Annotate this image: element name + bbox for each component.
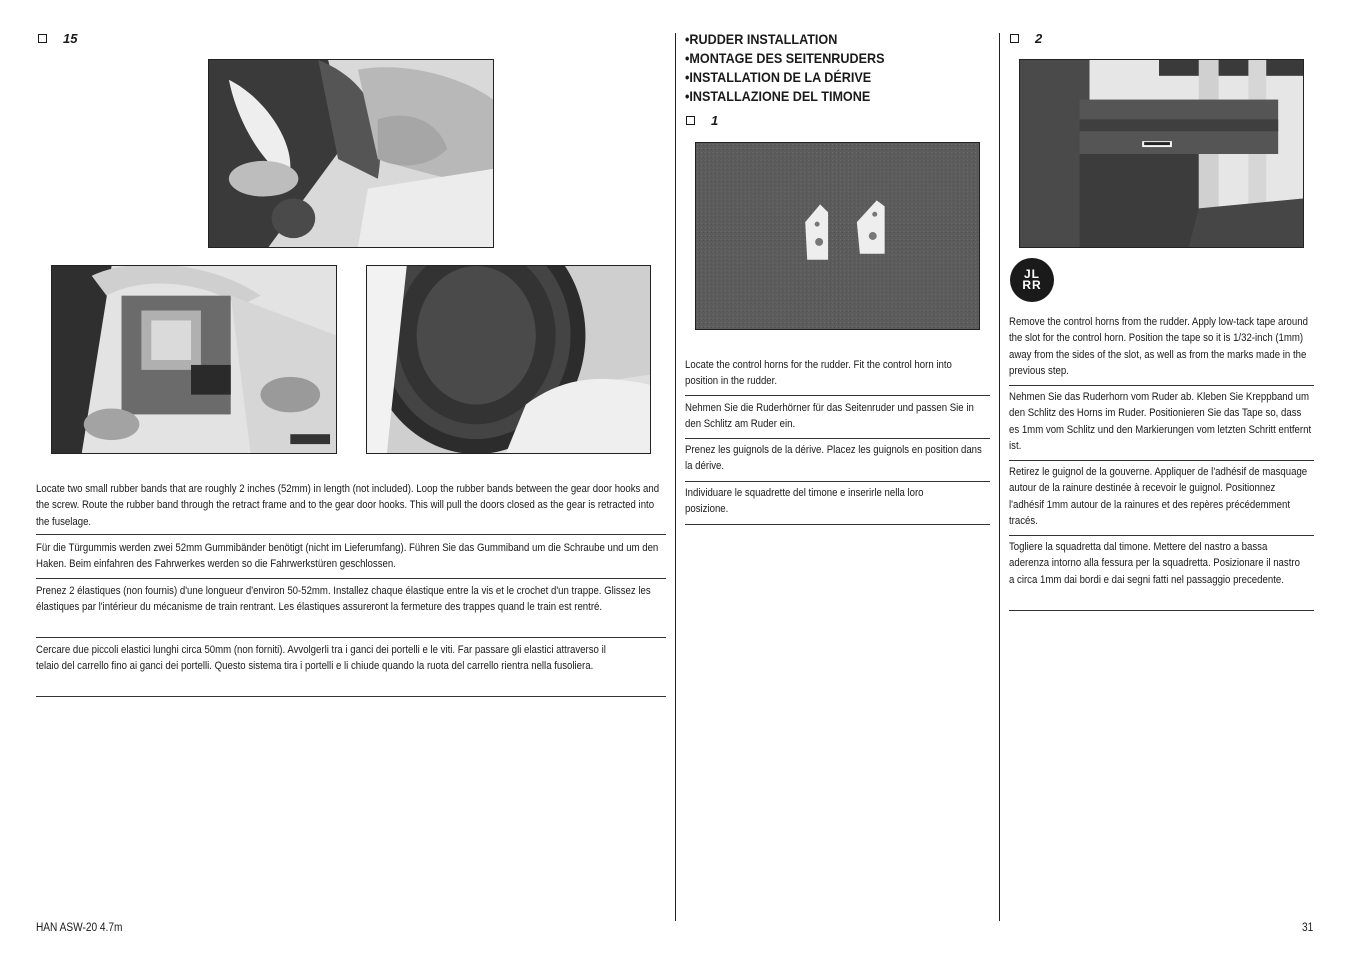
checkbox-icon[interactable]	[686, 116, 695, 125]
photo-gear-door-hand	[208, 59, 494, 248]
right-paragraph-it-block	[1009, 539, 1314, 611]
mid-paragraph-fr-block	[685, 442, 990, 482]
page-number: 31	[1302, 922, 1314, 934]
paragraph-fr-block	[36, 583, 666, 638]
step-number: 15	[63, 31, 78, 46]
checkbox-icon[interactable]	[1010, 34, 1019, 43]
paragraph-de-block	[36, 540, 666, 579]
heading-en: •RUDDER INSTALLATION	[685, 31, 838, 47]
paragraph-it-block	[36, 642, 666, 697]
paragraph-en: Locate two small rubber bands that are roughly 2 inches (52mm) in length (not included). Loop the rubber bands between the gear door hooks and the screw. Route the rubber band through the retract frame and to the gear door hooks. This will pull the doors closed as the gear is retracted into the fuselage.	[36, 483, 660, 528]
mid-paragraph-de: Nehmen Sie die Ruderhörner für das Seitenruder und passen Sie in den Schlitz am Ruder ein.	[685, 402, 974, 431]
right-paragraph-en: Remove the control horns from the rudder. Apply low-tack tape around the slot for the control horn. Position the tape so it is 1/32-inch (1mm) away from the sides of the slot, as well as from the marks made in the previous step.	[1009, 316, 1308, 377]
step-1-label	[686, 113, 718, 128]
step-number: 1	[711, 113, 719, 128]
mid-paragraph-de-block	[685, 400, 990, 439]
heading-de: •MONTAGE DES SEITENRUDERS	[685, 50, 885, 66]
mid-paragraph-it: Individuare le squadrette del timone e inserirle nella loro posizione.	[685, 487, 924, 516]
right-paragraph-de: Nehmen Sie das Ruderhorn vom Ruder ab. Kleben Sie Kreppband um den Schlitz des Horns im Ruder. Positionieren Sie das Tape so, dass es 1mm vom Schlitz und den Markierungen vom letzten Schritt entfernt ist.	[1009, 391, 1312, 452]
section-headings	[685, 30, 985, 106]
right-paragraph-it: Togliere la squadretta dal timone. Mettere del nastro a bassa aderenza intorno alla fessura per la squadretta. Posizionare il nastro a circa 1mm dai bordi e dai segni fatti nel passaggio precedente.	[1009, 541, 1300, 586]
photo-control-horns	[695, 142, 980, 330]
servo-reverse-icon	[1010, 258, 1054, 302]
footer-title: HAN ASW-20 4.7m	[36, 922, 123, 934]
paragraph-de: Für die Türgummis werden zwei 52mm Gummibänder benötigt (nicht im Lieferumfang). Führen Sie das Gummiband um die Schraube und um den Haken. Beim einfahren des Fahrwerkes werden so die Fahrwerkstüren geschlossen.	[36, 542, 659, 571]
step-2-label	[1010, 31, 1042, 46]
right-paragraph-fr-block	[1009, 464, 1314, 536]
photo-retract-mechanism	[51, 265, 337, 454]
heading-fr: •INSTALLATION DE LA DÉRIVE	[685, 69, 872, 85]
column-divider-left	[675, 33, 676, 921]
paragraph-fr: Prenez 2 élastiques (non fournis) d'une longueur d'environ 50-52mm. Installez chaque élastique entre la vis et le crochet d'un trappe. Glissez les élastiques par l'intérieur du mécanisme de train rentrant. Les élastiques assureront la fermeture des trappes quand le train est rentré.	[36, 585, 651, 614]
step-number: 2	[1035, 31, 1043, 46]
paragraph-en-block	[36, 481, 666, 535]
photo-wheel	[366, 265, 651, 454]
step-15-label	[38, 31, 77, 46]
checkbox-icon[interactable]	[38, 34, 47, 43]
heading-it: •INSTALLAZIONE DEL TIMONE	[685, 88, 871, 104]
column-divider-right	[999, 33, 1000, 921]
photo-tape-around-slot	[1019, 59, 1304, 248]
mid-paragraph-fr: Prenez les guignols de la dérive. Placez les guignols en position dans la dérive.	[685, 444, 982, 473]
paragraph-it: Cercare due piccoli elastici lunghi circa 50mm (non forniti). Avvolgerli tra i ganci dei portelli e le viti. Far passare gli elastici attraverso il telaio del carrello fino ai ganci dei portelli. Questo sistema tira i portelli e li chiude quando la ruota del carrello rientra nella fusoliera.	[36, 644, 606, 673]
mid-paragraph-it-block	[685, 485, 990, 525]
right-paragraph-en-block	[1009, 314, 1314, 386]
mid-paragraph-en-block	[685, 357, 990, 396]
right-paragraph-de-block	[1009, 389, 1314, 461]
right-paragraph-fr: Retirez le guignol de la gouverne. Appliquer de l'adhésif de masquage autour de la rainure destinée à recevoir le guignol. Positionnez l'adhésif 1mm autour de la rainures et des repères précédemment tracés.	[1009, 466, 1308, 527]
icon-badge-text: JL RR	[1022, 267, 1042, 292]
mid-paragraph-en: Locate the control horns for the rudder. Fit the control horn into position in the rudder.	[685, 359, 952, 388]
